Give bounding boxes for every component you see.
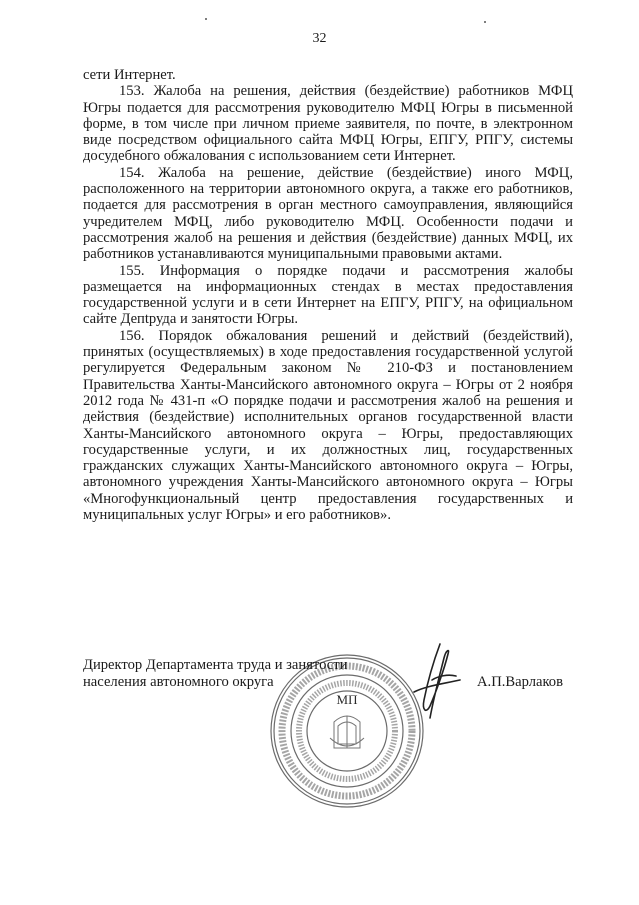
signature-block [83,657,573,691]
scan-speck [484,21,486,23]
signatory-title-line2: населения автономного округа [83,674,274,690]
scan-speck [205,18,207,20]
signatory-name: А.П.Варлаков [477,674,563,690]
seal-mark: МП [336,692,358,707]
signatory-title-line1: Директор Департамента труда и занятости [83,657,348,673]
page-number: 32 [312,31,327,46]
paragraph-continuation: сети Интернет. [83,67,176,83]
paragraph-153: 153. Жалоба на решения, действия (бездействие) работников МФЦ Югры подается для рассмотрения руководителю МФЦ Югры в письменной форме, в том числе при личном приеме заявителя, по почте, в электронном виде посредством официального сайта МФЦ Югры, ЕПГУ, РПГУ, системы досудебного обжалования с использованием сети Интернет. [83,83,573,165]
paragraph-155: 155. Информация о порядке подачи и рассмотрения жалобы размещается на информационных стендах в местах предоставления государственной услуги и в сети Интернет на ЕПГУ, РПГУ, на официальном сайте Депtруда и занятости Югры. [83,262,573,328]
paragraph-154: 154. Жалоба на решение, действие (бездействие) иного МФЦ, расположенного на территории автономного округа, а также его работников, подается для рассмотрения в орган местного самоуправления, являющийся учредителем МФЦ, либо руководителю МФЦ. Особенности подачи и рассмотрения жалоб на решения и действия (бездействие) данных МФЦ, их работников устанавливаются муниципальными правовыми актами. [83,164,573,263]
paragraph-156: 156. Порядок обжалования решений и действий (бездействий), принятых (осуществляемых) в ходе предоставления государственной услугой регулируется Федеральным законом № 210-ФЗ и постановлением Правительства Ханты-Мансийского автономного округа – Югры от 2 ноября 2012 года № 431-п «О порядке подачи и рассмотрения жалоб на решения и действия (бездействие) исполнительных органов государственной власти Ханты-Мансийского автономного округа – Югры, предоставляющих государственные услуги, и их должностных лиц, государственных гражданских служащих Ханты-Мансийского автономного округа – Югры, автономного учреждения Ханты-Мансийского автономного округа – Югры «Многофункциональный центр предоставления государственных и муниципальных услуг Югры» и его работников». [83,327,573,524]
document-body [83,67,573,523]
